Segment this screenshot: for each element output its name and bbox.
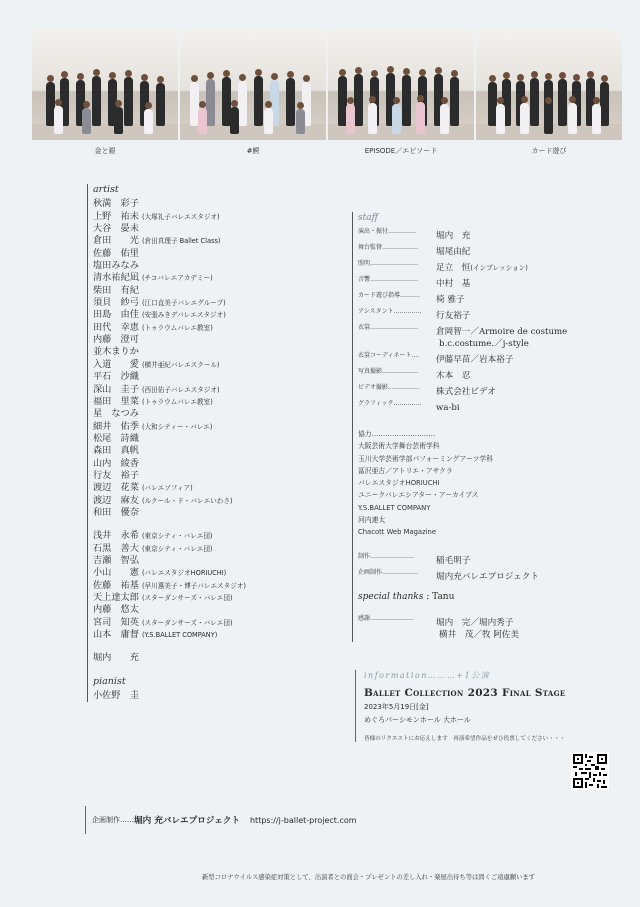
artist-row <box>93 359 355 371</box>
artist-affiliation: (スターダンサーズ・バレエ団) <box>141 618 233 627</box>
artist-row <box>93 617 355 629</box>
artist-name: 山本 庸督 <box>93 629 139 641</box>
artist-affiliation: (チコバレエアカデミー) <box>141 274 213 283</box>
photo-card <box>328 30 474 156</box>
staff-role: 照明‥‥‥‥‥‥‥‥‥‥‥‥ <box>358 260 419 267</box>
artist-row <box>93 604 355 616</box>
cooperation-item: Y.S.BALLET COMPANY <box>358 503 431 512</box>
pianist-name: 小佐野 圭 <box>93 690 139 702</box>
artist-name: 渡辺 花菜 <box>93 482 139 494</box>
artist-row <box>93 580 355 592</box>
staff-row <box>358 551 588 567</box>
producer-organization: 堀内 充バレエプロジェクト <box>134 816 240 826</box>
artist-row <box>93 507 355 519</box>
artist-affiliation: (安張みきデバレエスタジオ) <box>141 311 226 320</box>
staff-value: 株式会社ビデオ <box>436 387 496 397</box>
artist-name: 上野 祐未 <box>93 210 139 222</box>
artist-name: 内藤 澄可 <box>93 334 139 346</box>
cast-photo-kin-to-gin <box>32 30 178 140</box>
artist-column <box>87 184 355 702</box>
staff-list-2 <box>358 350 588 414</box>
cast-photo-wani <box>180 30 326 140</box>
artist-affiliation: (江口直美子バレエグループ) <box>141 299 226 308</box>
artist-name: 堀内 充 <box>93 652 139 664</box>
artist-row <box>93 445 355 457</box>
artist-affiliation: (早川惠美子・博子バレエスタジオ) <box>141 581 246 590</box>
special-thanks-name: Tanu <box>432 591 455 602</box>
artist-name: 須貝 紗弓 <box>93 297 139 309</box>
artist-row <box>93 371 355 383</box>
artist-row <box>93 334 355 346</box>
artist-name: 倉田 光 <box>93 235 139 247</box>
artist-row <box>93 421 355 433</box>
artist-list-women <box>93 198 355 519</box>
artist-name: 星 なつみ <box>93 408 139 420</box>
cooperation-item: バレエスタジオHORIUCHI <box>358 479 440 488</box>
artist-affiliation: (大塚礼子バレエスタジオ) <box>141 212 220 221</box>
photo-card <box>476 30 622 156</box>
artist-row <box>93 482 355 494</box>
staff-value: 堀尾由紀 <box>436 247 471 257</box>
artist-name: 吉瀬 智弘 <box>93 554 139 566</box>
artist-name: 平石 沙織 <box>93 371 139 383</box>
artist-name: 並木まりか <box>93 346 139 358</box>
artist-name: 福田 里菜 <box>93 395 139 407</box>
artist-list-men <box>93 530 355 641</box>
artist-row <box>93 260 355 272</box>
artist-name: 塩田みなみ <box>93 260 139 272</box>
qr-code-icon <box>573 754 607 788</box>
artist-affiliation: (Y.S.BALLET COMPANY) <box>141 631 218 640</box>
artist-name: 内藤 悠太 <box>93 604 139 616</box>
artist-row <box>93 384 355 396</box>
staff-row <box>358 274 588 290</box>
cooperation-list <box>358 440 588 538</box>
artist-row <box>93 543 355 555</box>
photo-card <box>180 30 326 156</box>
artist-name: 秋満 彩子 <box>93 198 139 210</box>
artist-row <box>93 322 355 334</box>
artist-affiliation: (バレエソフィア) <box>141 484 193 493</box>
special-thanks-label: special thanks : <box>358 591 433 602</box>
artist-name: 天上達太郎 <box>93 592 139 603</box>
gratitude-value: 堀内 完／堀内秀子 <box>436 617 514 628</box>
photo-caption: 金と銀 <box>94 147 116 155</box>
artist-row <box>93 211 355 223</box>
artist-affiliation: (スターダンサーズ・バレエ団) <box>141 594 233 602</box>
staff-role: カード遊び指導‥‥‥‥‥ <box>358 292 421 299</box>
artist-row <box>93 223 355 235</box>
staff-value: 伊藤早苗／岩本裕子 <box>436 355 514 365</box>
staff-role: グラフィック‥‥‥‥‥‥‥ <box>358 400 422 407</box>
artist-name: 小山 憲 <box>93 567 139 579</box>
staff-row <box>358 322 588 338</box>
producer-url-link[interactable]: https://j-ballet-project.com <box>249 815 357 825</box>
staff-role: 舞台監督‥‥‥‥‥‥‥‥‥ <box>358 244 419 251</box>
staff-value: 中村 基 <box>436 279 471 289</box>
artist-row <box>93 285 355 297</box>
artist-row <box>93 198 355 210</box>
photo-card <box>32 30 178 156</box>
performance-date: 2023年5月19日[金] <box>364 703 429 711</box>
artist-affiliation: (東京シティ・バレエ団) <box>141 532 213 541</box>
gratitude-role: 感謝‥‥‥‥‥‥‥‥‥‥‥ <box>358 614 415 622</box>
information-block <box>355 670 626 742</box>
staff-row <box>358 258 588 274</box>
gratitude-continued: 横井 茂／牧 阿佐美 <box>439 629 520 640</box>
photo-strip <box>32 30 612 160</box>
cooperation-item: 河内連太 <box>358 516 386 525</box>
staff-value: wa-bi <box>436 403 460 413</box>
staff-row <box>358 366 588 382</box>
cooperation-label: 協力‥‥‥‥‥‥‥‥‥‥‥‥‥‥ <box>358 430 436 438</box>
artist-name: 森田 真帆 <box>93 445 139 457</box>
artist-row <box>93 592 355 604</box>
cast-photo-card-game <box>476 30 622 140</box>
artist-name: 和田 優奈 <box>93 506 139 518</box>
cooperation-item: 大阪芸術大学舞台芸術学科 <box>358 442 440 451</box>
request-note: 皆様のリクエストにお応えします 再演希望作品をぜひ投票してください・・・ <box>364 736 566 742</box>
artist-row <box>93 346 355 358</box>
pianist-heading: pianist <box>93 675 126 687</box>
artist-row <box>93 530 355 542</box>
staff-role: 写真撮影‥‥‥‥‥‥‥‥‥ <box>358 368 419 375</box>
cooperation-item: 玉川大学芸術学部パフォーミングアーツ学科 <box>358 454 493 463</box>
staff-value: 木本 忍 <box>436 371 471 381</box>
staff-role: 演出・振付‥‥‥‥‥‥‥ <box>358 228 417 235</box>
staff-role: 音響‥‥‥‥‥‥‥‥‥‥‥‥ <box>358 276 419 283</box>
artist-affiliation: (ルクール・ド・バレエいわさ) <box>141 496 233 505</box>
cooperation-item: 冨沢亜古／アトリエ・アサクラ <box>358 466 453 475</box>
artist-name: 宮司 知英 <box>93 616 139 628</box>
staff-row <box>358 567 588 583</box>
staff-role: 制作‥‥‥‥‥‥‥‥‥‥‥ <box>358 552 415 560</box>
costume-continued: b.c.costume.／j-style <box>439 339 529 349</box>
artist-row <box>93 458 355 470</box>
artist-name: 石黒 善大 <box>93 542 139 554</box>
artist-name: 田島 由佳 <box>93 309 139 321</box>
photo-caption: EPISODE／エピソード <box>364 147 438 155</box>
artist-affiliation: (バレエスタジオHORIUCHI) <box>141 569 227 578</box>
artist-name: 佐藤 祐基 <box>93 579 139 591</box>
producer-line <box>85 806 357 834</box>
production-list <box>358 551 588 583</box>
artist-name: 深山 圭子 <box>93 383 139 395</box>
artist-row <box>93 470 355 482</box>
artist-row <box>93 396 355 408</box>
artist-row <box>93 652 355 664</box>
artist-row <box>93 555 355 567</box>
staff-column <box>352 212 588 642</box>
staff-value: 椅 雅子 <box>436 295 465 305</box>
artist-row <box>93 567 355 579</box>
staff-role: 衣裳‥‥‥‥‥‥‥‥‥‥‥‥ <box>358 324 419 331</box>
artist-affiliation: (東京シティ・バレエ団) <box>141 544 213 553</box>
staff-value: 行友裕子 <box>436 311 471 321</box>
staff-affiliation: (インプレッション) <box>470 264 528 272</box>
artist-name: 松尾 詩織 <box>93 432 139 444</box>
artist-name: 入道 愛 <box>93 358 139 370</box>
staff-list <box>358 226 588 338</box>
staff-row <box>358 226 588 242</box>
performance-title: Ballet Collection 2023 Final Stage <box>364 687 566 699</box>
information-heading: information………+1公演 <box>364 671 491 680</box>
artist-affiliation: (西田佑子バレエスタジオ) <box>141 385 220 394</box>
qr-code[interactable] <box>571 752 609 790</box>
staff-role: ビデオ撮影‥‥‥‥‥‥‥‥ <box>358 384 420 391</box>
gratitude-row <box>358 613 588 629</box>
artist-name: 細井 佑季 <box>93 420 139 432</box>
artist-row <box>93 272 355 284</box>
artist-row <box>93 309 355 321</box>
artist-row <box>93 433 355 445</box>
cooperation-item: Chacott Web Magazine <box>358 528 437 537</box>
artist-name: 浅井 永希 <box>93 530 139 542</box>
artist-name: 田代 幸恵 <box>93 321 139 333</box>
artist-heading: artist <box>93 184 119 195</box>
staff-value: 稲毛明子 <box>436 555 471 566</box>
staff-value: 足立 恒 <box>436 263 471 273</box>
producer-label: 企画制作‥‥‥ <box>92 816 135 824</box>
artist-name: 行友 裕子 <box>93 469 139 481</box>
artist-affiliation: (トゥラウムバレエ教室) <box>141 397 213 406</box>
artist-name: 佐藤 佑里 <box>93 247 139 259</box>
artist-affiliation: (倉田真理子 Ballet Class) <box>141 237 221 246</box>
staff-heading: staff <box>358 213 378 223</box>
artist-row <box>93 495 355 507</box>
artist-name: 大谷 晏未 <box>93 223 139 235</box>
cast-photo-episode <box>328 30 474 140</box>
artist-row <box>93 248 355 260</box>
staff-role: アシスタント‥‥‥‥‥‥‥ <box>358 308 422 315</box>
artist-name: 清水祐紀凪 <box>93 272 139 284</box>
artist-name: 山内 綾香 <box>93 457 139 469</box>
artist-list-director <box>93 652 355 664</box>
staff-row <box>358 350 588 366</box>
cooperation-item: ユニークバレエシアター・アーカイブス <box>358 491 479 500</box>
staff-row <box>358 398 588 414</box>
staff-value: 倉岡智一／Armoire de costume <box>436 327 568 337</box>
staff-row <box>358 290 588 306</box>
staff-row <box>358 382 588 398</box>
artist-row <box>93 629 355 641</box>
artist-affiliation: (トゥラウムバレエ教室) <box>141 323 213 332</box>
artist-affiliation: (横井亜紀バレエスクール) <box>141 360 220 369</box>
performance-venue: めぐろパーシモンホール 大ホール <box>364 716 471 724</box>
special-thanks <box>358 591 588 603</box>
artist-affiliation: (大和シティー・バレエ) <box>141 422 213 431</box>
photo-caption: #鰐 <box>246 147 260 155</box>
covid-notice: 新型コロナウイルス感染症対策として、出演者との面会・プレゼントの差し入れ・楽屋出待ち等は固くご遠慮願います <box>202 874 535 881</box>
artist-row <box>93 235 355 247</box>
staff-row <box>358 242 588 258</box>
staff-value: 堀内 充 <box>436 231 471 241</box>
staff-role: 衣裳コーディネート‥‥ <box>358 352 420 359</box>
staff-value: 堀内充バレエプロジェクト <box>436 571 539 582</box>
artist-row <box>93 408 355 420</box>
photo-caption: カード遊び <box>531 147 567 155</box>
staff-row <box>358 306 588 322</box>
staff-role: 企画制作‥‥‥‥‥‥‥‥‥ <box>358 568 419 576</box>
artist-name: 柴田 有紀 <box>93 284 139 296</box>
artist-name: 渡辺 麻友 <box>93 494 139 506</box>
artist-row <box>93 297 355 309</box>
